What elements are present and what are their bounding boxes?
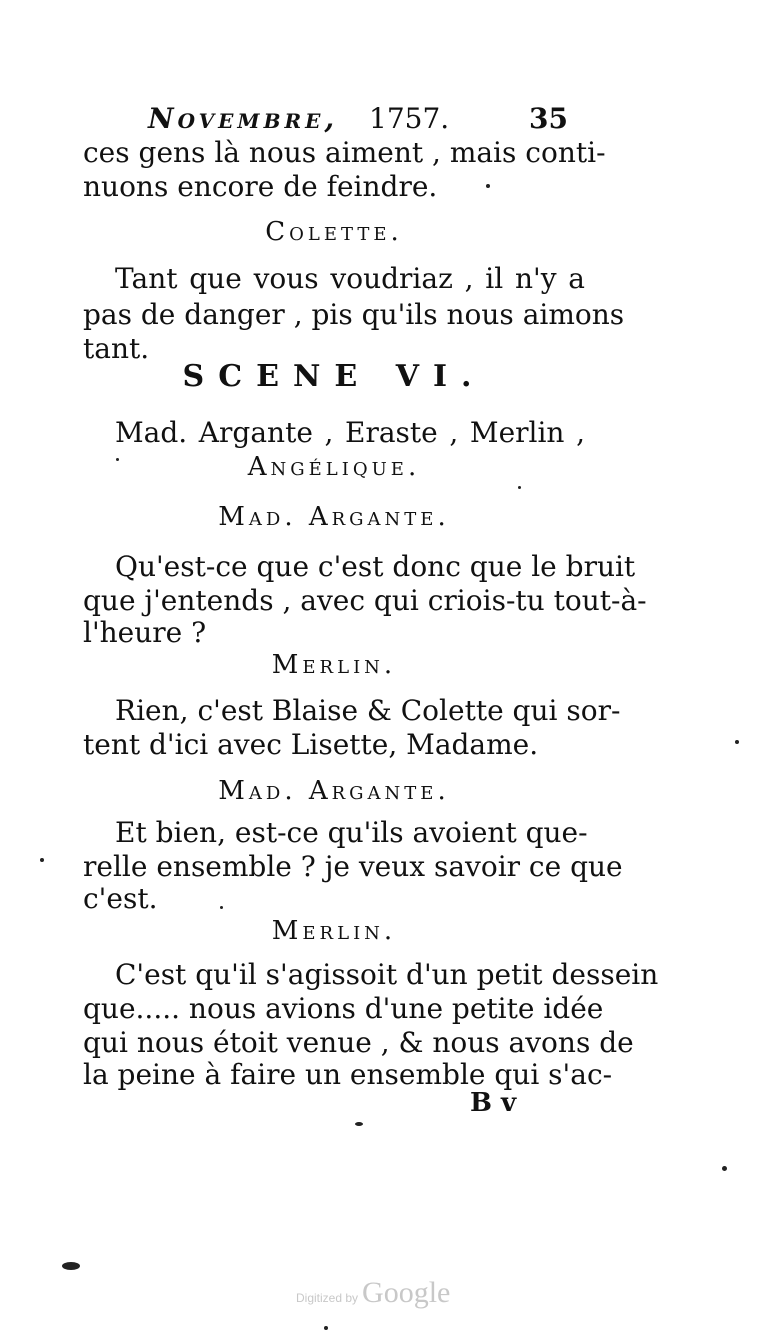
character-list: Angélique. (247, 452, 421, 482)
speaker-name: Merlin. (271, 916, 397, 946)
scene-heading: SCENE VI. (182, 359, 486, 394)
character-list: Mad. Argante , Eraste , Merlin , (115, 416, 585, 449)
ink-speck (324, 1326, 328, 1330)
header-month: Novembre, (148, 102, 339, 135)
ink-speck (116, 458, 119, 461)
ink-speck (220, 906, 223, 909)
ink-speck (62, 1262, 80, 1270)
watermark-prefix: Digitized by (296, 1291, 359, 1305)
text-line: qui nous étoit venue , & nous avons de (83, 1026, 634, 1059)
google-logo: Google (362, 1276, 451, 1309)
text-line: Qu'est-ce que c'est donc que le bruit (115, 550, 636, 583)
page-number: 35 (529, 102, 568, 135)
text-line: la peine à faire un ensemble qui s'ac- (83, 1058, 613, 1091)
signature-mark: B v (470, 1088, 517, 1118)
ink-speck (735, 740, 739, 744)
ink-speck (355, 1122, 363, 1126)
speaker-name: Merlin. (271, 650, 397, 680)
text-line: nuons encore de feindre. (83, 170, 438, 203)
text-line: pas de danger , pis qu'ils nous aimons (83, 298, 625, 331)
text-line: tant. (83, 332, 150, 365)
text-line: que..... nous avions d'une petite idée (83, 992, 604, 1025)
text-line: Tant que vous voudriaz , il n'y a (115, 262, 585, 295)
ink-speck (40, 858, 44, 862)
text-line: C'est qu'il s'agissoit d'un petit dessein (115, 958, 659, 991)
speaker-name: Mad. Argante. (218, 776, 450, 806)
text-line: tent d'ici avec Lisette, Madame. (83, 728, 539, 761)
ink-speck (518, 486, 521, 489)
ink-speck (486, 184, 490, 188)
ink-speck (722, 1166, 727, 1171)
header-year: 1757. (369, 102, 450, 135)
text-line: relle ensemble ? je veux savoir ce que (83, 850, 623, 883)
text-line: ces gens là nous aiment , mais conti- (83, 136, 606, 169)
text-line: c'est. (83, 882, 158, 915)
text-line: Et bien, est-ce qu'ils avoient que- (115, 816, 588, 849)
digitized-by-google-watermark (296, 1276, 450, 1310)
speaker-name: Colette. (265, 217, 403, 247)
speaker-name: Mad. Argante. (218, 502, 450, 532)
running-header (148, 102, 568, 136)
text-line: Rien, c'est Blaise & Colette qui sor- (115, 694, 621, 727)
text-line: que j'entends , avec qui criois-tu tout-à- (83, 584, 647, 617)
text-line: l'heure ? (83, 616, 207, 649)
